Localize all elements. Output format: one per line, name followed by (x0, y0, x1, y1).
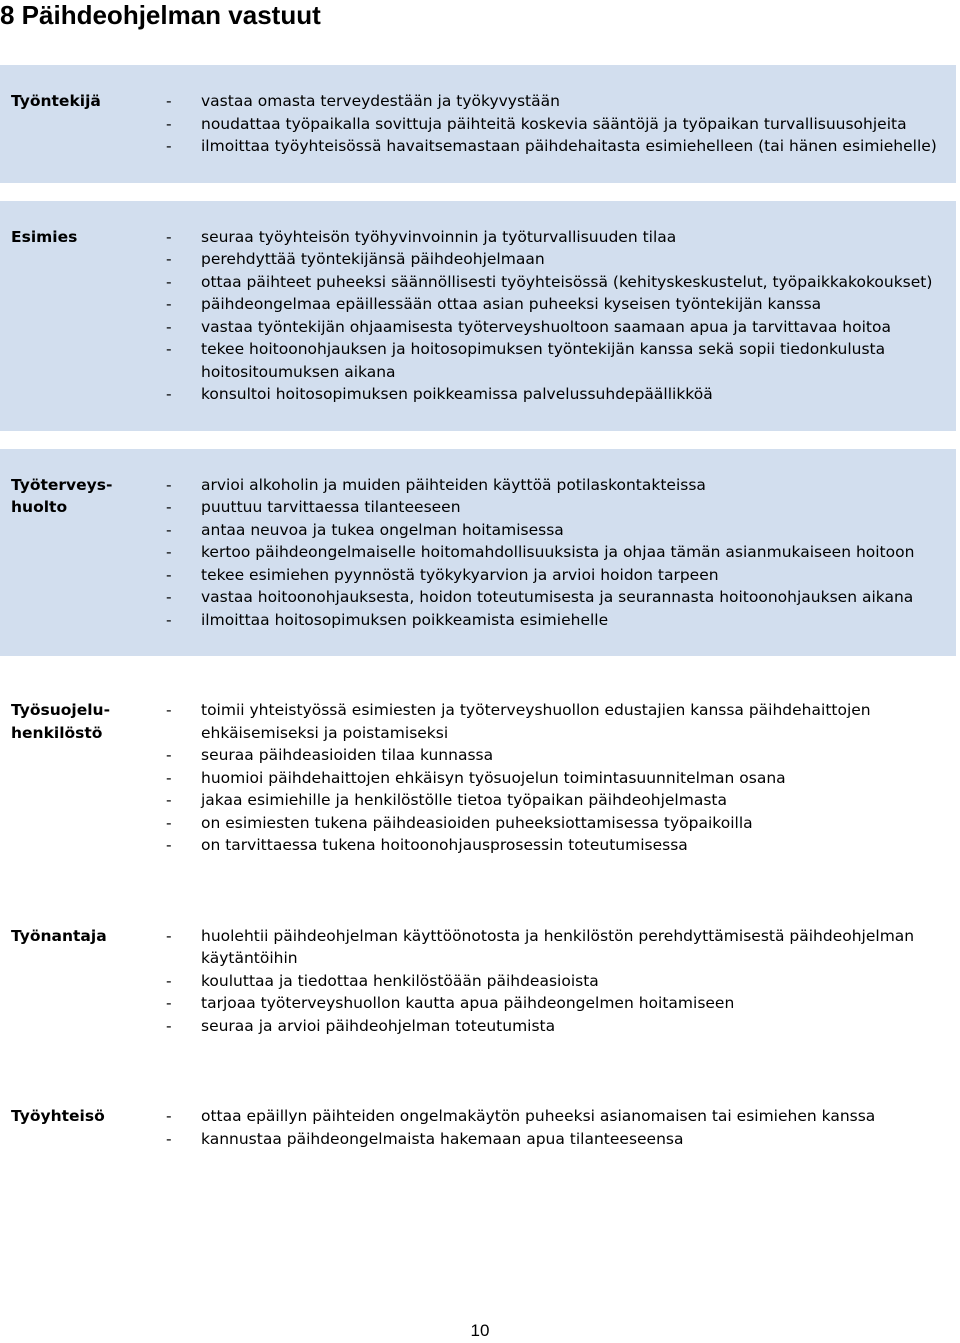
duty-item: - kannustaa päihdeongelmaista hakemaan apua tilanteeseensa (166, 1128, 956, 1151)
duty-item: - toimii yhteistyössä esimiesten ja työterveyshuollon edustajien kanssa päihdehaittojen ehkäisemiseksi ja poistamiseksi (166, 699, 956, 744)
duties-cell (166, 201, 956, 431)
role-row-tyoterveyshuolto (0, 449, 956, 657)
duty-item: - vastaa työntekijän ohjaamisesta työterveyshuoltoon saamaan apua ja tarvittavaa hoitoa (166, 316, 956, 339)
duty-item: - on esimiesten tukena päihdeasioiden puheeksiottamisessa työpaikoilla (166, 812, 956, 835)
duty-item: - vastaa hoitoonohjauksesta, hoidon toteutumisesta ja seurannasta hoitoonohjauksen aikana (166, 586, 956, 609)
duty-item: - noudattaa työpaikalla sovittuja päihteitä koskevia sääntöjä ja työpaikan turvallisuusohjeita (166, 113, 956, 136)
role-row-tyosuojeluhenkilosto (0, 674, 956, 882)
duties-cell (166, 449, 956, 657)
role-name: Työyhteisö (11, 1107, 105, 1125)
duty-list (166, 226, 956, 406)
row-spacer (0, 431, 956, 449)
duty-item: - ilmoittaa hoitosopimuksen poikkeamista esimiehelle (166, 609, 956, 632)
role-row-esimies (0, 201, 956, 431)
responsibility-table (0, 65, 956, 1175)
duty-list (166, 474, 956, 632)
role-name: Työterveys-huolto (0, 449, 166, 657)
duty-list (166, 925, 956, 1038)
duties-cell (166, 1080, 956, 1175)
duty-list (166, 90, 956, 158)
duty-list (166, 1105, 956, 1150)
page-number: 10 (470, 1321, 490, 1340)
row-spacer (0, 656, 956, 674)
duty-item: - konsultoi hoitosopimuksen poikkeamissa palvelussuhdepäällikköä (166, 383, 956, 406)
duty-item: - puuttuu tarvittaessa tilanteeseen (166, 496, 956, 519)
role-name: Työsuojelu-henkilöstö (11, 701, 111, 742)
duty-item: - huolehtii päihdeohjelman käyttöönotosta ja henkilöstön perehdyttämisestä päihdeohjelman käytäntöihin (166, 925, 956, 970)
duty-item: - seuraa ja arvioi päihdeohjelman toteutumista (166, 1015, 956, 1038)
duty-item: - antaa neuvoa ja tukea ongelman hoitamisessa (166, 519, 956, 542)
duty-item: - seuraa työyhteisön työhyvinvoinnin ja työturvallisuuden tilaa (166, 226, 956, 249)
row-spacer (0, 183, 956, 201)
role-row-tyonantaja (0, 900, 956, 1063)
duty-item: - jakaa esimiehille ja henkilöstölle tietoa työpaikan päihdeohjelmasta (166, 789, 956, 812)
row-spacer (0, 882, 956, 900)
duty-item: - kertoo päihdeongelmaiselle hoitomahdollisuuksista ja ohjaa tämän asianmukaiseen hoitoon (166, 541, 956, 564)
duty-item: - tekee esimiehen pyynnöstä työkykyarvion ja arvioi hoidon tarpeen (166, 564, 956, 587)
duty-item: - arvioi alkoholin ja muiden päihteiden käyttöä potilaskontakteissa (166, 474, 956, 497)
duty-item: - tekee hoitoonohjauksen ja hoitosopimuksen työntekijän kanssa sekä sopii tiedonkulusta hoitositoumuksen aikana (166, 338, 956, 383)
role-row-tyoyhteiso (0, 1080, 956, 1175)
duties-cell (166, 674, 956, 882)
duty-list (166, 699, 956, 857)
duty-item: - vastaa omasta terveydestään ja työkyvystään (166, 90, 956, 113)
duty-item: - ilmoittaa työyhteisössä havaitsemastaan päihdehaitasta esimiehelleen (tai hänen esimiehelle) (166, 135, 956, 158)
duty-item: - päihdeongelmaa epäillessään ottaa asian puheeksi kyseisen työntekijän kanssa (166, 293, 956, 316)
duties-cell (166, 65, 956, 183)
duty-item: - seuraa päihdeasioiden tilaa kunnassa (166, 744, 956, 767)
role-row-tyontekija (0, 65, 956, 183)
duty-item: - on tarvittaessa tukena hoitoonohjausprosessin toteutumisessa (166, 834, 956, 857)
duty-item: - huomioi päihdehaittojen ehkäisyn työsuojelun toimintasuunnitelman osana (166, 767, 956, 790)
row-spacer (0, 1062, 956, 1080)
role-name: Työnantaja (11, 926, 107, 945)
duty-item: - kouluttaa ja tiedottaa henkilöstöään päihdeasioista (166, 970, 956, 993)
duties-cell (166, 900, 956, 1063)
role-name: Esimies (0, 201, 166, 431)
duty-item: - ottaa epäillyn päihteiden ongelmakäytön puheeksi asianomaisen tai esimiehen kanssa (166, 1105, 956, 1128)
duty-item: - ottaa päihteet puheeksi säännöllisesti työyhteisössä (kehityskeskustelut, työpaikkakokoukset) (166, 271, 956, 294)
role-name: Työntekijä (0, 65, 166, 183)
duty-item: - tarjoaa työterveyshuollon kautta apua päihdeongelmen hoitamiseen (166, 992, 956, 1015)
duty-item: - perehdyttää työntekijänsä päihdeohjelmaan (166, 248, 956, 271)
page-title: 8 Päihdeohjelman vastuut (0, 0, 321, 30)
